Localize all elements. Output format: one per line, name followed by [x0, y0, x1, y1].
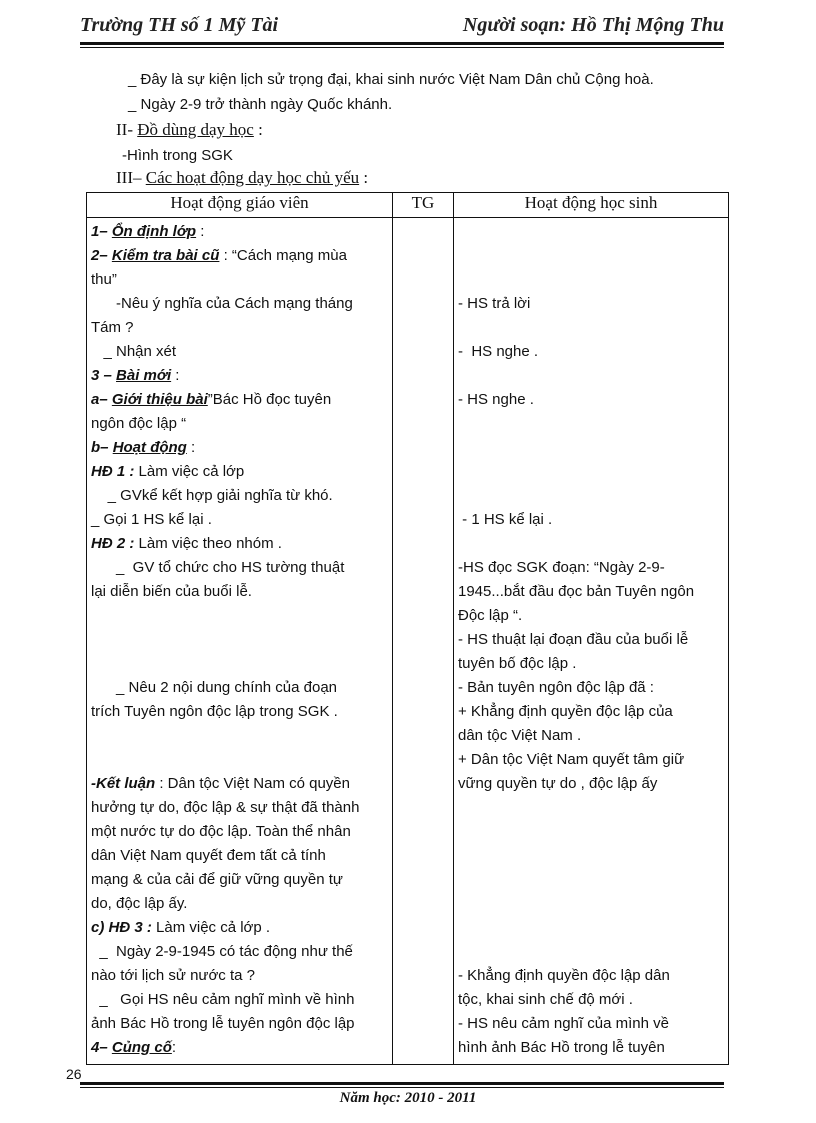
teacher-line-text: _ GV tổ chức cho HS tường thuật: [91, 559, 345, 576]
student-line: - Bản tuyên ngôn độc lập đã :: [458, 679, 654, 696]
teacher-line-text: _ Gọi 1 HS kể lại .: [91, 511, 212, 528]
teacher-lines: [87, 218, 392, 1060]
teacher-line: [87, 532, 392, 556]
intro-line-1: _ Đây là sự kiện lịch sử trọng đại, khai sinh nước Việt Nam Dân chủ Cộng hoà.: [128, 71, 654, 88]
section-2-number: II-: [116, 120, 133, 139]
teacher-line: [87, 700, 392, 724]
table-header-row: [87, 193, 729, 218]
section-2-heading: [116, 120, 263, 140]
student-line: [454, 796, 728, 820]
student-line: + Dân tộc Việt Nam quyết tâm giữ: [458, 751, 685, 768]
teacher-line-text: một nước tự do độc lập. Toàn thể nhân: [91, 823, 351, 840]
teacher-line: [87, 820, 392, 844]
time-column: [393, 218, 454, 1065]
student-lines: [454, 218, 728, 1060]
teacher-line: [87, 484, 392, 508]
student-line: - HS thuật lại đoạn đầu của buổi lễ: [458, 631, 689, 648]
teacher-line: [87, 748, 392, 772]
teacher-line: [87, 1036, 392, 1060]
teacher-line-text: trích Tuyên ngôn độc lập trong SGK .: [91, 703, 338, 720]
teacher-line-lead: 3 –: [91, 367, 117, 384]
section-3-colon: :: [359, 168, 369, 187]
student-line: [454, 316, 728, 340]
teacher-line-text: _ Nhận xét: [91, 343, 177, 360]
teacher-line: [87, 220, 392, 244]
teacher-line-text: : Dân tộc Việt Nam có quyền: [155, 775, 350, 792]
table-body-row: [87, 218, 729, 1065]
teacher-line-text: :: [171, 367, 180, 384]
student-line: hình ảnh Bác Hồ trong lễ tuyên: [458, 1039, 665, 1056]
teacher-column: [87, 218, 393, 1065]
header-author: Người soạn: Hồ Thị Mộng Thu: [462, 14, 724, 36]
teacher-line-text: :: [186, 439, 196, 456]
teacher-line-text: Làm việc cả lớp .: [156, 919, 271, 936]
section-2-title: Đồ dùng dạy học: [137, 120, 254, 139]
student-line: - HS nghe .: [458, 343, 539, 360]
activities-table: [86, 192, 729, 1065]
teacher-line: [87, 940, 392, 964]
student-line: - HS nêu cảm nghĩ của mình về: [458, 1015, 669, 1032]
teacher-line-lead: HĐ 1 :: [91, 463, 139, 480]
footer-rule: [80, 1082, 724, 1085]
teacher-line: [87, 964, 392, 988]
student-line: [454, 892, 728, 916]
teacher-line-heading: Củng cố: [111, 1039, 172, 1056]
lesson-table: [86, 192, 728, 1064]
teacher-line-heading: Giới thiệu bài: [111, 391, 208, 408]
student-line: Độc lập “.: [458, 607, 523, 624]
student-line: dân tộc Việt Nam .: [458, 727, 582, 744]
teacher-line-text: thu”: [91, 271, 117, 288]
student-column: [454, 218, 729, 1065]
teacher-line-lead: 2–: [91, 247, 112, 264]
teacher-line-text: ngôn độc lập “: [91, 415, 187, 432]
teacher-line: [87, 340, 392, 364]
teacher-line-heading: Hoạt động: [112, 439, 187, 456]
teacher-line-lead: 4–: [91, 1039, 112, 1056]
header-time: TG: [393, 193, 454, 218]
teacher-line: [87, 580, 392, 604]
student-line: [454, 220, 728, 244]
teacher-line-text: :: [171, 1039, 177, 1056]
student-line: - HS trả lời: [458, 295, 531, 312]
teacher-line: [87, 796, 392, 820]
teacher-line: [87, 628, 392, 652]
teacher-line-text: _ GVkể kết hợp giải nghĩa từ khó.: [91, 487, 333, 504]
section-2-item: -Hình trong SGK: [122, 147, 233, 164]
teacher-line: [87, 316, 392, 340]
teacher-line: [87, 460, 392, 484]
student-line: - HS nghe .: [458, 391, 534, 408]
teacher-line: [87, 724, 392, 748]
student-line: [454, 532, 728, 556]
student-line: [454, 916, 728, 940]
teacher-line-heading: Kiểm tra bài cũ: [111, 247, 220, 264]
teacher-line: [87, 868, 392, 892]
teacher-line-text: -Nêu ý nghĩa của Cách mạng tháng: [91, 295, 353, 312]
teacher-line-text: Tám ?: [91, 319, 134, 336]
teacher-line-text: mạng & của cải để giữ vững quyền tự: [91, 871, 343, 888]
teacher-line: [87, 556, 392, 580]
student-line: tộc, khai sinh chế độ mới .: [458, 991, 633, 1008]
student-line: - 1 HS kể lại .: [458, 511, 553, 528]
teacher-line-text: Làm việc theo nhóm .: [138, 535, 282, 552]
header-rule-thin: [80, 47, 724, 48]
section-3-heading: [116, 168, 368, 188]
teacher-line: [87, 268, 392, 292]
teacher-line: [87, 508, 392, 532]
footer-school-year: Năm học: 2010 - 2011: [339, 1090, 477, 1106]
student-line: [454, 844, 728, 868]
teacher-line: [87, 1012, 392, 1036]
teacher-line: [87, 292, 392, 316]
teacher-line-text: ảnh Bác Hồ trong lễ tuyên ngôn độc lập: [91, 1015, 355, 1032]
student-line: 1945...bắt đầu đọc bản Tuyên ngôn: [458, 583, 695, 600]
header-student: Hoạt động học sinh: [454, 193, 729, 218]
teacher-line-text: :: [196, 223, 205, 240]
teacher-line: [87, 676, 392, 700]
teacher-line-text: _ Nêu 2 nội dung chính của đoạn: [91, 679, 338, 696]
section-3-title: Các hoạt động dạy học chủ yếu: [145, 168, 360, 187]
student-line: [454, 268, 728, 292]
teacher-line-lead: b–: [91, 439, 113, 456]
page-number: 26: [66, 1066, 82, 1082]
intro-line-2: _ Ngày 2-9 trở thành ngày Quốc khánh.: [128, 96, 393, 113]
student-line: [454, 436, 728, 460]
teacher-line: [87, 892, 392, 916]
teacher-line-lead: 1–: [91, 223, 112, 240]
student-line: [454, 940, 728, 964]
student-line: [454, 244, 728, 268]
footer-rule-thin: [80, 1087, 724, 1088]
header-school: Trường TH số 1 Mỹ Tài: [80, 14, 279, 36]
teacher-line-heading: Bài mới: [116, 367, 172, 384]
section-2-colon: :: [253, 120, 263, 139]
teacher-line-lead: HĐ 2 :: [91, 535, 139, 552]
header-rule: [80, 42, 724, 45]
teacher-line: [87, 436, 392, 460]
teacher-line-text: _ Ngày 2-9-1945 có tác động như thế: [91, 943, 353, 960]
teacher-line: [87, 364, 392, 388]
student-line: [454, 868, 728, 892]
teacher-line-text: nào tới lịch sử nước ta ?: [91, 967, 255, 984]
teacher-line-lead: -Kết luận: [91, 775, 156, 792]
student-line: vững quyền tự do , độc lập ấy: [458, 775, 658, 792]
teacher-line-lead: c) HĐ 3 :: [91, 919, 157, 936]
teacher-line: [87, 988, 392, 1012]
teacher-line: [87, 844, 392, 868]
student-line: [454, 460, 728, 484]
teacher-line-text: lại diễn biến của buổi lễ.: [91, 583, 252, 600]
student-line: [454, 484, 728, 508]
teacher-line-text: _ Gọi HS nêu cảm nghĩ mình về hình: [91, 991, 355, 1008]
student-line: + Khẳng định quyền độc lập của: [458, 703, 673, 720]
teacher-line-heading: Ổn định lớp: [111, 223, 197, 240]
teacher-line-text: : “Cách mạng mùa: [219, 247, 347, 264]
teacher-line: [87, 604, 392, 628]
student-line: tuyên bố độc lập .: [458, 655, 577, 672]
student-line: [454, 820, 728, 844]
student-line: [454, 364, 728, 388]
student-line: - Khẳng định quyền độc lập dân: [458, 967, 670, 984]
teacher-line: [87, 916, 392, 940]
teacher-line-text: dân Việt Nam quyết đem tất cả tính: [91, 847, 326, 864]
teacher-line: [87, 652, 392, 676]
teacher-line-text: do, độc lập ấy.: [91, 895, 188, 912]
teacher-line: [87, 388, 392, 412]
teacher-line-text: ”Bác Hồ đọc tuyên: [207, 391, 332, 408]
student-line: -HS đọc SGK đoạn: “Ngày 2-9-: [458, 559, 665, 576]
student-line: [454, 412, 728, 436]
teacher-line: [87, 244, 392, 268]
header-teacher: Hoạt động giáo viên: [87, 193, 393, 218]
teacher-line: [87, 772, 392, 796]
teacher-line: [87, 412, 392, 436]
teacher-line-text: hưởng tự do, độc lập & sự thật đã thành: [91, 799, 360, 816]
section-3-number: III–: [116, 168, 142, 187]
teacher-line-lead: a–: [91, 391, 112, 408]
teacher-line-text: Làm việc cả lớp: [138, 463, 245, 480]
